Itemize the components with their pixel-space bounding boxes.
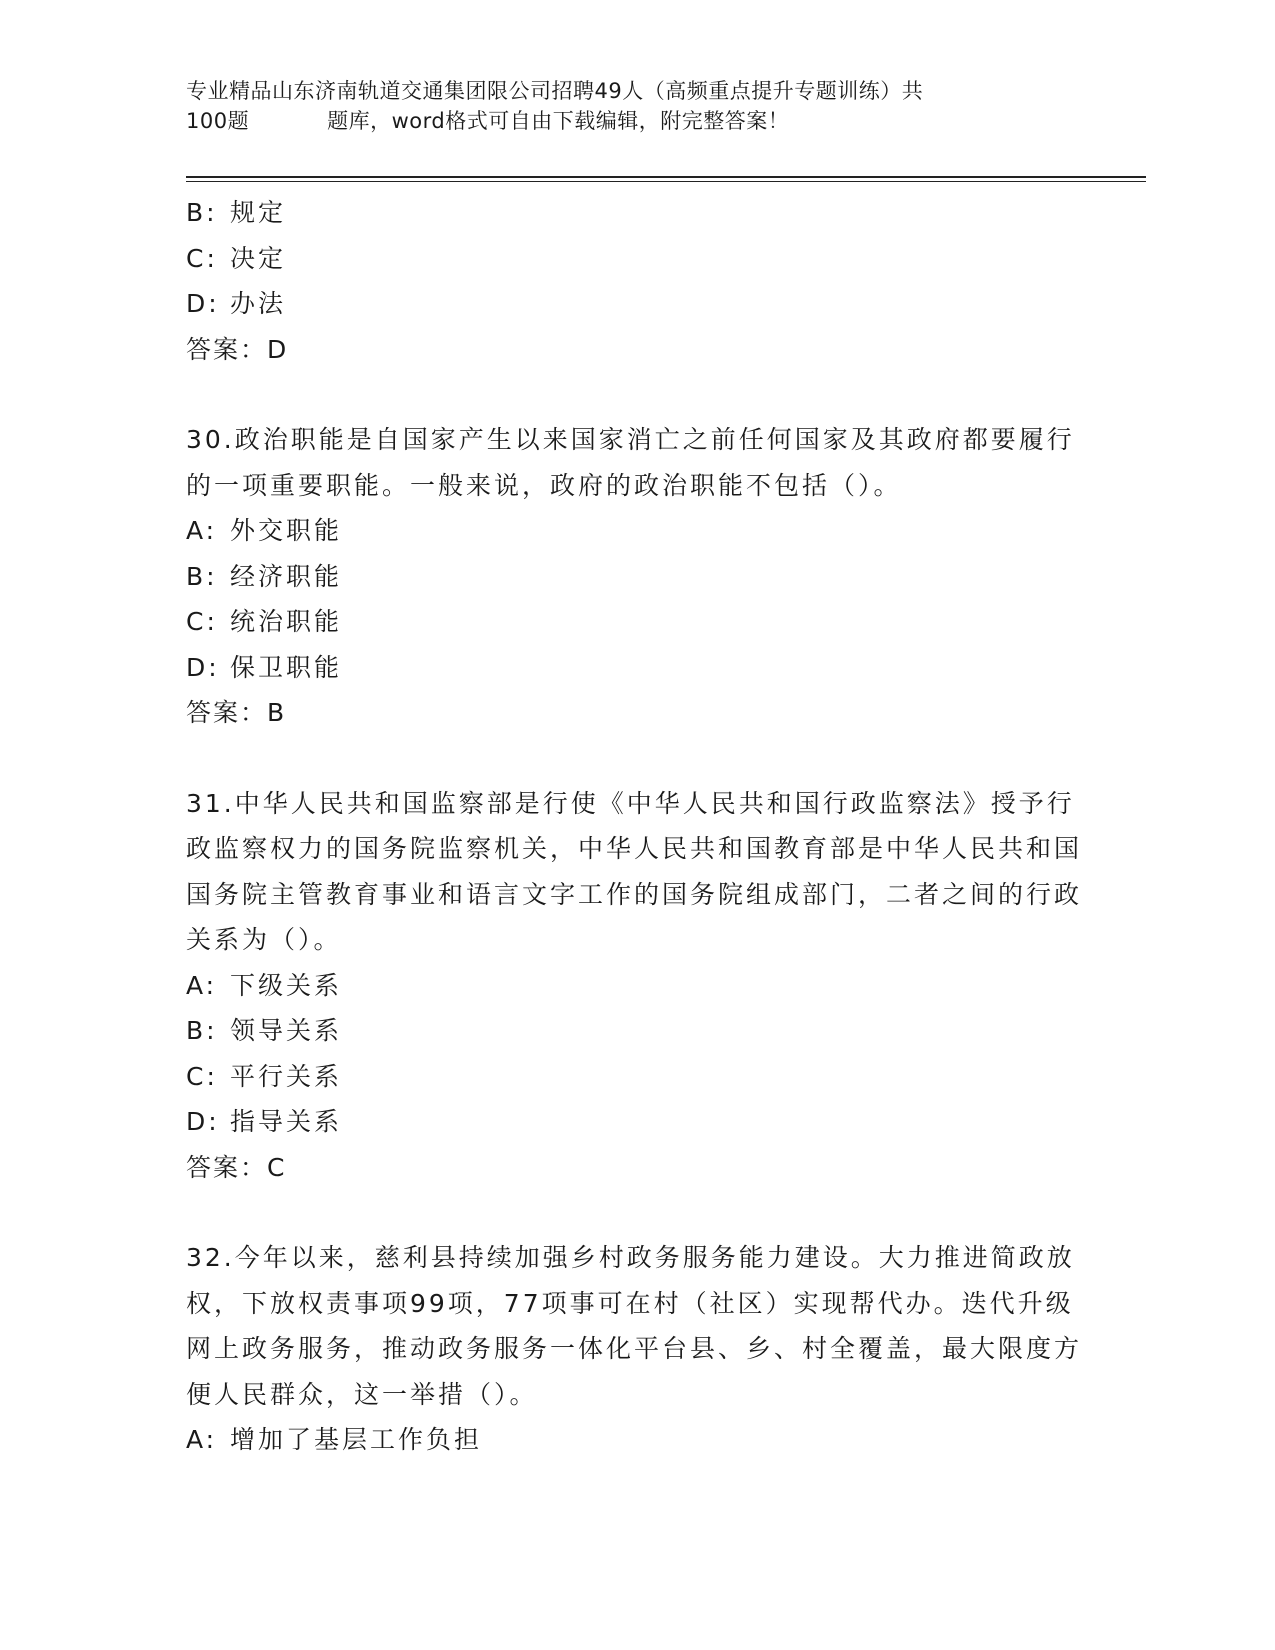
- prev-question-block: [186, 190, 1086, 372]
- option-a: A: 下级关系: [186, 970, 343, 1000]
- option-b: B: 领导关系: [186, 1016, 343, 1045]
- option-b: B: 经济职能: [186, 561, 343, 591]
- document-header: [186, 76, 1086, 136]
- header-question-count: 100题: [186, 109, 250, 133]
- option-c: C: 统治职能: [186, 607, 343, 636]
- option-d: D: 指导关系: [186, 1107, 343, 1136]
- option-d: D: 办法: [186, 289, 287, 318]
- header-divider-thin: [186, 181, 1146, 182]
- option-a: A: 外交职能: [186, 516, 343, 545]
- answer-line: 答案：C: [186, 1152, 287, 1182]
- header-title-line-2: [186, 106, 1086, 136]
- option-c: C: 决定: [186, 243, 287, 273]
- option-b: B: 规定: [186, 198, 287, 227]
- question-text: 30.政治职能是自国家产生以来国家消亡之前任何国家及其政府都要履行的一项重要职能。一般来说，政府的政治职能不包括（）。: [186, 425, 1075, 500]
- question-31: [186, 781, 1086, 1191]
- header-subtitle: 题库，word格式可自由下载编辑，附完整答案！: [327, 109, 790, 133]
- header-divider-thick: [186, 176, 1146, 178]
- question-32: [186, 1235, 1086, 1463]
- option-c: C: 平行关系: [186, 1061, 343, 1091]
- answer-line: 答案：D: [186, 334, 289, 364]
- question-text: 31.中华人民共和国监察部是行使《中华人民共和国行政监察法》授予行政监察权力的国务院监察机关，中华人民共和国教育部是中华人民共和国国务院主管教育事业和语言文字工作的国务院组成部门，二者之间的行政关系为（）。: [186, 788, 1083, 954]
- question-list: [186, 190, 1086, 1463]
- option-a: A: 增加了基层工作负担: [186, 1425, 483, 1454]
- option-d: D: 保卫职能: [186, 652, 343, 682]
- header-title-line-1: 专业精品山东济南轨道交通集团限公司招聘49人（高频重点提升专题训练）共: [186, 79, 924, 103]
- question-text: 32.今年以来，慈利县持续加强乡村政务服务能力建设。大力推进简政放权，下放权责事项99项，77项事可在村（社区）实现帮代办。迭代升级网上政务服务，推动政务服务一体化平台县、乡、村全覆盖，最大限度方便人民群众，这一举措（）。: [186, 1243, 1083, 1409]
- question-30: [186, 417, 1086, 736]
- answer-line: 答案：B: [186, 698, 287, 727]
